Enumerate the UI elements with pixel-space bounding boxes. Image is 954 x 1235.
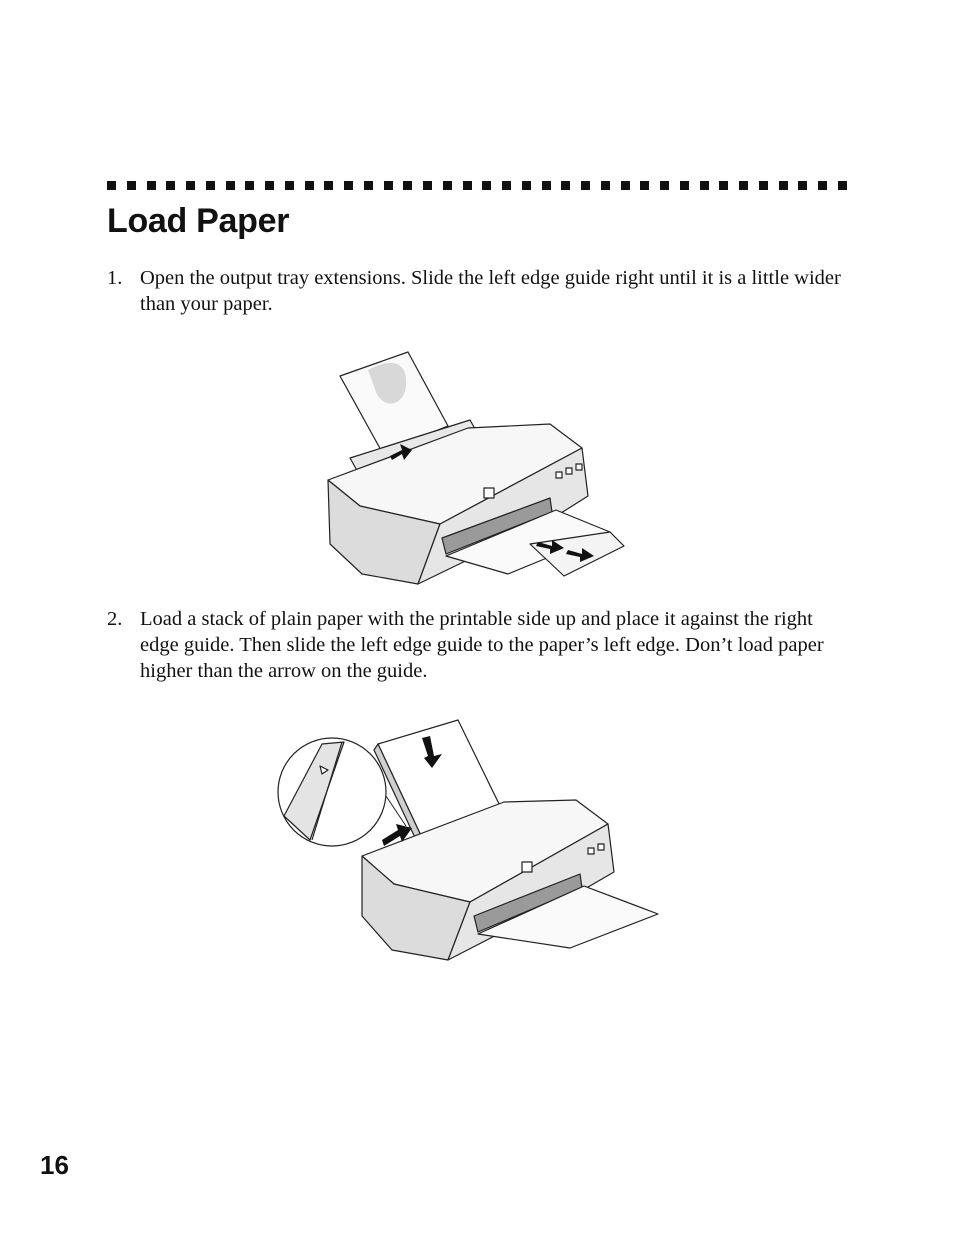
divider-square (818, 181, 827, 190)
step-1 (107, 265, 852, 317)
divider-square (700, 181, 709, 190)
divider-square (443, 181, 452, 190)
divider-square (621, 181, 630, 190)
divider-square (680, 181, 689, 190)
step-text: Open the output tray extensions. Slide the left edge guide right until it is a little wider than your paper. (140, 267, 841, 315)
printer-illustration-tray-extended (320, 348, 630, 588)
divider-square (640, 181, 649, 190)
divider-square (482, 181, 491, 190)
divider-square (779, 181, 788, 190)
divider-square (127, 181, 136, 190)
divider-square (364, 181, 373, 190)
step-2 (107, 606, 852, 684)
divider-square (463, 181, 472, 190)
divider-square (107, 181, 116, 190)
page-number: 16 (40, 1150, 69, 1180)
section-title: Load Paper (107, 202, 290, 240)
divider-square (660, 181, 669, 190)
printer-illustration-load-paper (274, 716, 664, 966)
divider-square (719, 181, 728, 190)
divider-square (245, 181, 254, 190)
divider-square (739, 181, 748, 190)
section-divider (107, 181, 847, 190)
divider-square (502, 181, 511, 190)
divider-square (798, 181, 807, 190)
divider-square (344, 181, 353, 190)
divider-square (838, 181, 847, 190)
divider-square (522, 181, 531, 190)
divider-square (324, 181, 333, 190)
divider-square (542, 181, 551, 190)
divider-square (206, 181, 215, 190)
divider-square (601, 181, 610, 190)
divider-square (226, 181, 235, 190)
divider-square (759, 181, 768, 190)
divider-square (147, 181, 156, 190)
divider-square (166, 181, 175, 190)
divider-square (265, 181, 274, 190)
divider-square (581, 181, 590, 190)
divider-square (186, 181, 195, 190)
divider-square (403, 181, 412, 190)
divider-square (384, 181, 393, 190)
step-text: Load a stack of plain paper with the printable side up and place it against the right edge guide. Then slide the left edge guide to the paper’s left edge. Don’t load paper higher than the arrow on the guide. (140, 608, 824, 682)
step-number: 2. (107, 608, 123, 630)
step-number: 1. (107, 267, 123, 289)
divider-square (305, 181, 314, 190)
divider-square (285, 181, 294, 190)
divider-square (561, 181, 570, 190)
divider-square (423, 181, 432, 190)
